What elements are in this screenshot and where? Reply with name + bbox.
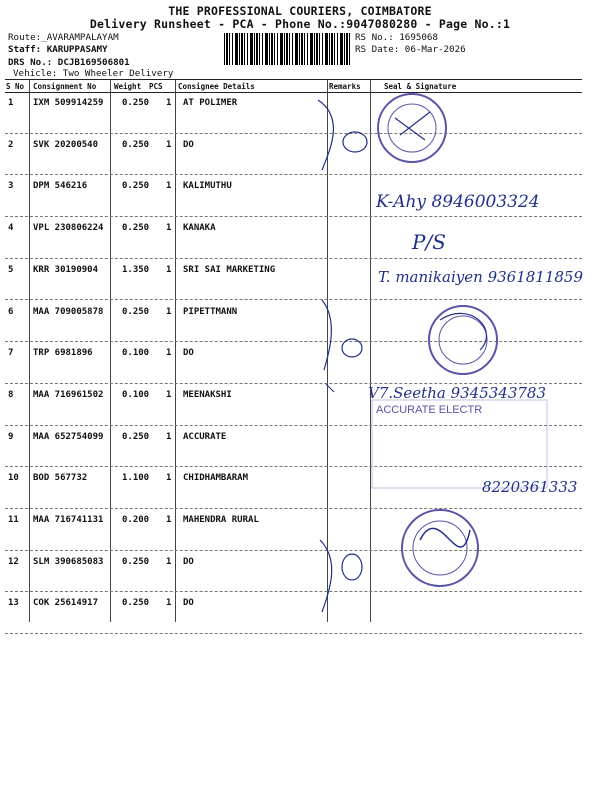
- col-header-consignment: Consignment No: [33, 82, 97, 91]
- cell-consignment: SLM 390685083: [33, 556, 104, 567]
- cell-weight: 0.250: [122, 223, 150, 234]
- cell-consignment: MAA 652754099: [33, 431, 104, 442]
- cell-pcs: 1: [166, 556, 172, 567]
- route-label: Route:_AVARAMPALAYAM: [8, 32, 119, 43]
- cell-pcs: 1: [166, 431, 172, 442]
- cell-consignment: VPL 230806224: [33, 223, 104, 234]
- table-top-rule: [5, 79, 582, 80]
- cell-sno: 3: [8, 181, 14, 192]
- barcode-image: [224, 33, 350, 65]
- handwritten-signature-4: P/S: [412, 230, 446, 254]
- cell-sno: 5: [8, 264, 14, 275]
- cell-weight: 0.250: [122, 139, 150, 150]
- col-header-remarks: Remarks: [329, 82, 361, 91]
- handwritten-signature-5: T. manikaiyen 9361811859: [378, 268, 584, 286]
- handwritten-signature-10: 8220361333: [482, 478, 578, 496]
- cell-sno: 8: [8, 389, 14, 400]
- document-title: THE PROFESSIONAL COURIERS, COIMBATORE: [168, 4, 432, 18]
- cell-consignment: MAA 709005878: [33, 306, 104, 317]
- cell-consignee: DO: [183, 556, 194, 567]
- cell-weight: 0.250: [122, 598, 150, 609]
- cell-sno: 2: [8, 139, 14, 150]
- cell-weight: 0.200: [122, 515, 150, 525]
- rs-number: RS No.: 1695068: [355, 32, 438, 43]
- cell-pcs: 1: [166, 139, 172, 150]
- cell-consignment: KRR 30190904: [33, 264, 99, 275]
- cell-consignee: SRI SAI MARKETING: [183, 264, 276, 275]
- cell-pcs: 1: [166, 223, 172, 234]
- cell-consignee: MAHENDRA RURAL: [183, 515, 259, 525]
- cell-sno: 10: [8, 473, 19, 484]
- staff-label: Staff: KARUPPASAMY: [8, 44, 108, 55]
- cell-pcs: 1: [166, 98, 172, 108]
- cell-consignee: MEENAKSHI: [183, 389, 232, 400]
- cell-weight: 0.250: [122, 431, 150, 442]
- cell-pcs: 1: [166, 264, 172, 275]
- cell-consignment: SVK 20200540: [33, 139, 99, 150]
- cell-pcs: 1: [166, 306, 172, 317]
- table-row: [5, 134, 582, 176]
- cell-consignment: IXM 509914259: [33, 98, 104, 108]
- cell-weight: 1.350: [122, 264, 150, 275]
- table-row: [5, 217, 582, 259]
- col-header-seal: Seal & Signature: [384, 82, 457, 91]
- cell-consignment: TRP 6981896: [33, 348, 93, 359]
- cell-weight: 0.100: [122, 389, 150, 400]
- cell-consignee: CHIDHAMBARAM: [183, 473, 249, 484]
- table-row: [5, 92, 582, 134]
- table-row: [5, 426, 582, 468]
- cell-consignee: DO: [183, 139, 194, 150]
- drs-number: DRS No.: DCJB169506801: [8, 57, 130, 68]
- cell-consignment: BOD 567732: [33, 473, 88, 484]
- cell-weight: 0.250: [122, 556, 150, 567]
- cell-weight: 1.100: [122, 473, 150, 484]
- cell-consignment: MAA 716741131: [33, 515, 104, 525]
- cell-weight: 0.250: [122, 181, 150, 192]
- handwritten-signature-3: K-Ahy 8946003324: [376, 192, 540, 212]
- cell-sno: 4: [8, 223, 14, 234]
- cell-consignee: PIPETTMANN: [183, 306, 238, 317]
- table-row: [5, 592, 582, 634]
- cell-weight: 0.250: [122, 98, 150, 108]
- cell-sno: 12: [8, 556, 19, 567]
- table-row: [5, 509, 582, 551]
- cell-consignee: KANAKA: [183, 223, 216, 234]
- col-header-consignee: Consignee Details: [178, 82, 255, 91]
- rs-date: RS Date: 06-Mar-2026: [355, 44, 466, 55]
- cell-consignment: DPM 546216: [33, 181, 88, 192]
- col-header-pcs: PCS: [149, 82, 163, 91]
- cell-weight: 0.250: [122, 306, 150, 317]
- table-row: [5, 301, 582, 343]
- cell-consignee: AT POLIMER: [183, 98, 238, 108]
- vehicle-label: Vehicle: Two Wheeler Delivery: [13, 68, 174, 79]
- row-separator: [5, 633, 582, 634]
- cell-consignee: ACCURATE: [183, 431, 227, 442]
- stamp-text-9: ACCURATE ELECTR: [376, 404, 483, 416]
- handwritten-signature-8: V7.Seetha 9345343783: [368, 384, 547, 402]
- cell-sno: 9: [8, 431, 14, 442]
- cell-consignment: MAA 716961502: [33, 389, 104, 400]
- document-subtitle: Delivery Runsheet - PCA - Phone No.:9047080280 - Page No.:1: [89, 17, 511, 31]
- cell-pcs: 1: [166, 389, 172, 400]
- cell-sno: 13: [8, 598, 19, 609]
- col-header-weight: Weight: [114, 82, 142, 91]
- table-row: [5, 551, 582, 593]
- cell-consignee: KALIMUTHU: [183, 181, 232, 192]
- cell-consignment: COK 25614917: [33, 598, 99, 609]
- cell-sno: 6: [8, 306, 14, 317]
- cell-pcs: 1: [166, 515, 172, 525]
- cell-weight: 0.100: [122, 348, 150, 359]
- cell-pcs: 1: [166, 473, 172, 484]
- cell-pcs: 1: [166, 598, 172, 609]
- col-header-sno: S No: [6, 82, 25, 91]
- cell-sno: 11: [8, 515, 19, 525]
- cell-pcs: 1: [166, 181, 172, 192]
- cell-consignee: DO: [183, 598, 194, 609]
- cell-sno: 1: [8, 98, 14, 108]
- cell-pcs: 1: [166, 348, 172, 359]
- cell-consignee: DO: [183, 348, 194, 359]
- cell-sno: 7: [8, 348, 14, 359]
- table-row: [5, 342, 582, 384]
